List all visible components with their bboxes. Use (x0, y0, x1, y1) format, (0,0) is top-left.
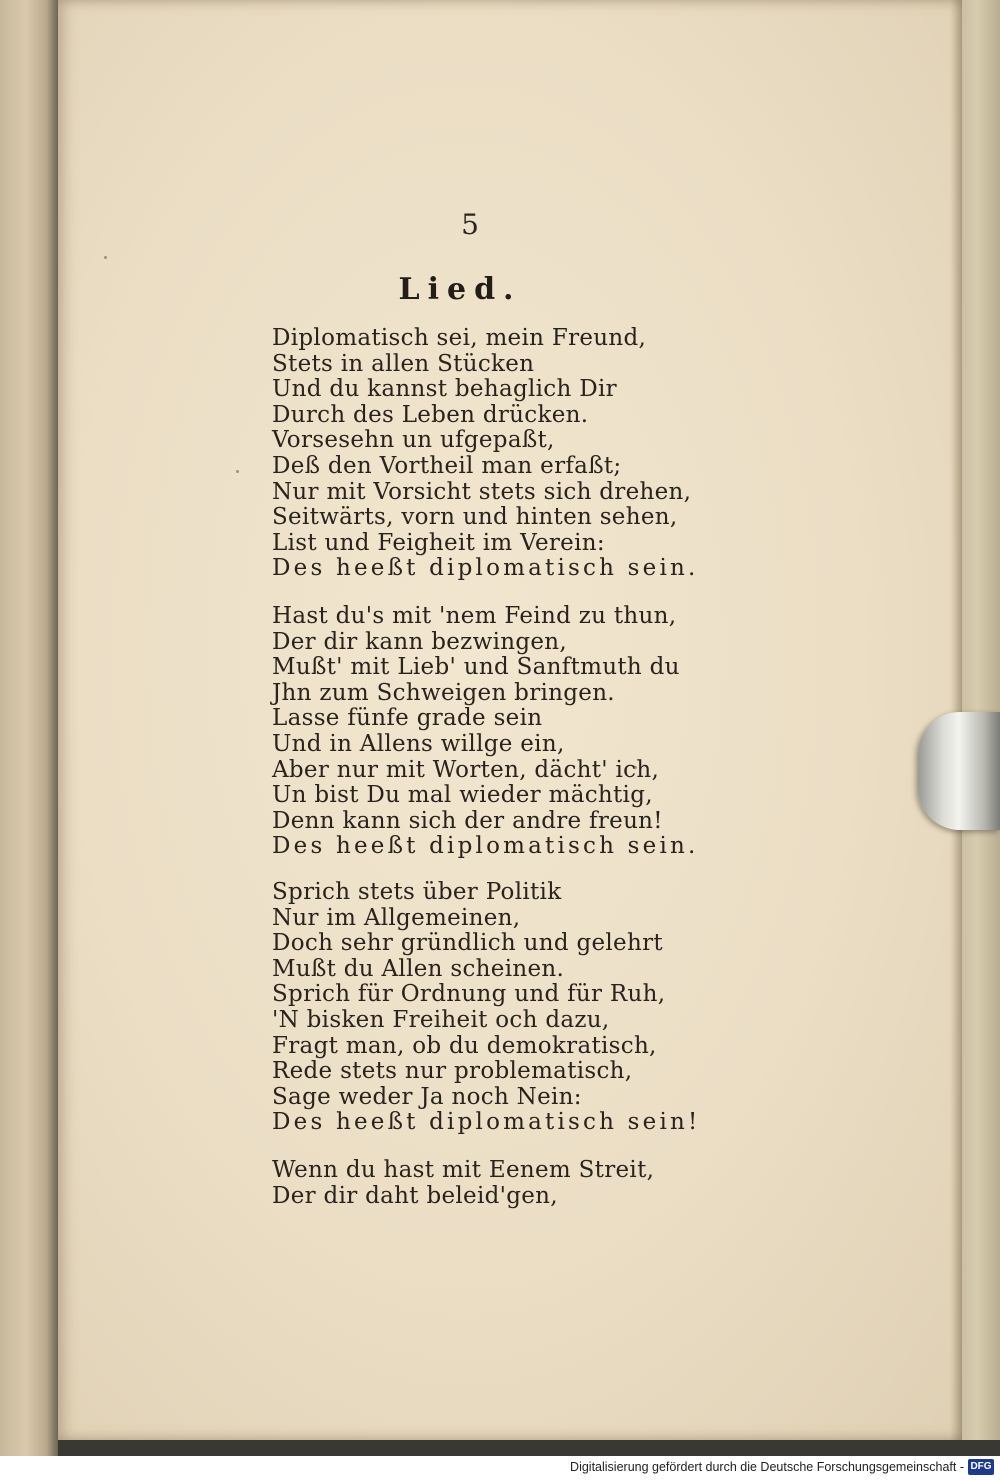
verse-line: 'N bisken Freiheit och dazu, (272, 1006, 610, 1033)
verse-line: Nur im Allgemeinen, (272, 904, 521, 931)
verse-line: Fragt man, ob du demokratisch, (272, 1032, 657, 1059)
paper-speck (104, 256, 107, 259)
page-clip (918, 712, 1000, 830)
paper-speck (236, 470, 239, 473)
verse-line: Sprich für Ordnung und für Ruh, (272, 981, 666, 1008)
verse-line: Lasse fünfe grade sein (272, 705, 543, 732)
stanza-2 (272, 603, 699, 860)
stanza-3 (272, 879, 701, 1136)
page-number: 5 (461, 208, 479, 241)
verse-line: Mußt du Allen scheinen. (272, 955, 565, 982)
verse-line: Vorsesehn un ufgepaßt, (272, 427, 555, 454)
verse-line: Durch des Leben drücken. (272, 401, 589, 428)
verse-line: Der dir daht beleid'gen, (272, 1182, 558, 1209)
stanza-4 (272, 1158, 692, 1209)
verse-line: Denn kann sich der andre freun! (272, 807, 663, 834)
verse-line: Deß den Vortheil man erfaßt; (272, 452, 622, 479)
funding-credit: Digitalisierung gefördert durch die Deutsche Forschungsgemeinschaft - (570, 1460, 964, 1474)
verse-line: Aber nur mit Worten, dächt' ich, (272, 756, 660, 783)
verse-line: Diplomatisch sei, mein Freund, (272, 325, 647, 351)
stanza-1 (272, 325, 699, 582)
verse-line: Sage weder Ja noch Nein: (272, 1083, 582, 1110)
verse-line: Hast du's mit 'nem Feind zu thun, (272, 603, 677, 629)
refrain-line: Des heeßt diplomatisch sein. (272, 833, 699, 860)
poem-title: Lied. (398, 272, 522, 307)
verse-line: Jhn zum Schweigen bringen. (272, 679, 615, 706)
verse-line: Doch sehr gründlich und gelehrt (272, 930, 663, 957)
refrain-line: Des heeßt diplomatisch sein. (272, 555, 699, 582)
dfg-logo: DFG (968, 1459, 994, 1475)
verse-line: Stets in allen Stücken (272, 350, 535, 377)
verse-line: Un bist Du mal wieder mächtig, (272, 782, 653, 809)
verse-line: Rede stets nur problematisch, (272, 1058, 633, 1085)
refrain-line: Des heeßt diplomatisch sein! (272, 1109, 701, 1136)
verse-line: Seitwärts, vorn und hinten sehen, (272, 504, 678, 531)
verse-line: Sprich stets über Politik (272, 879, 562, 905)
verse-line: Der dir kann bezwingen, (272, 628, 567, 655)
verse-line: Wenn du hast mit Eenem Streit, (272, 1157, 655, 1183)
left-page-edge (0, 0, 58, 1480)
verse-line: Und in Allens willge ein, (272, 730, 565, 757)
verse-line: Und du kannst behaglich Dir (272, 376, 617, 403)
verse-line: Mußt' mit Lieb' und Sanftmuth du (272, 654, 680, 681)
verse-line: List und Feigheit im Verein: (272, 529, 605, 556)
verse-line: Nur mit Vorsicht stets sich drehen, (272, 478, 692, 505)
